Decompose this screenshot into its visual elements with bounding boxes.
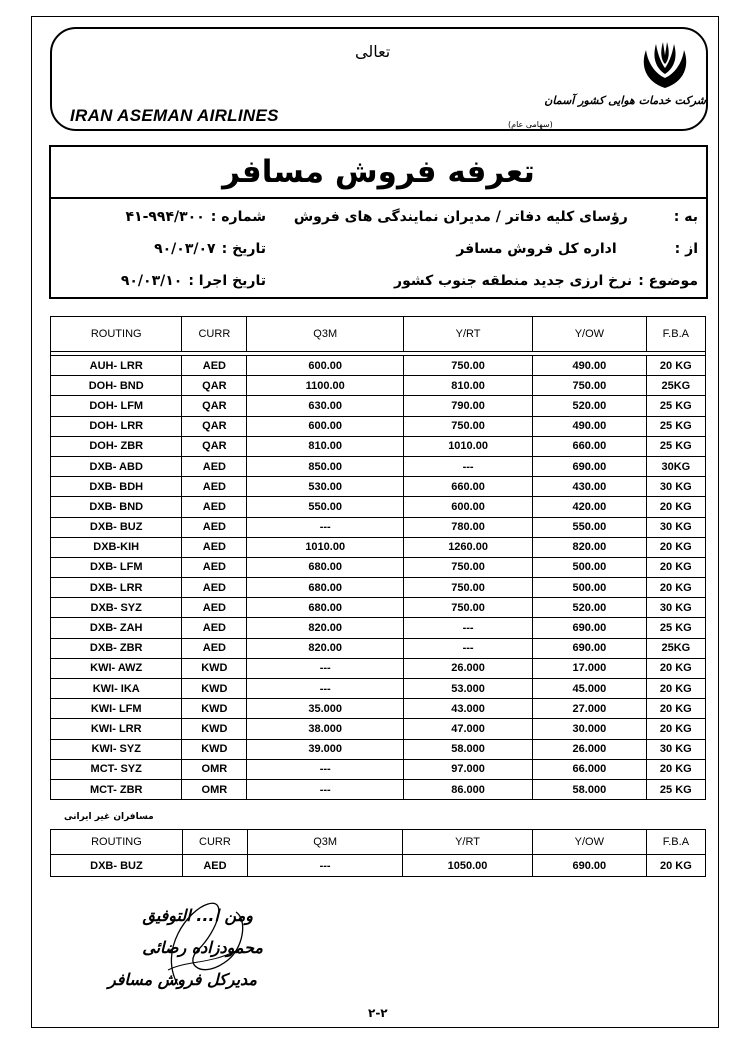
fba-cell: 20 KG: [646, 759, 705, 779]
yow-cell: 490.00: [533, 356, 647, 376]
yow-cell: 500.00: [533, 557, 647, 577]
yrt-cell: 780.00: [404, 517, 533, 537]
routing-cell: DXB- SYZ: [51, 598, 182, 618]
q3m-cell: 680.00: [247, 578, 404, 598]
fba-cell: 20 KG: [646, 658, 705, 678]
fare-row: [51, 356, 706, 376]
meta-from-label: از :: [674, 241, 698, 257]
meta-subject-value: نرخ ارزی جدید منطقه جنوب کشور: [394, 273, 633, 289]
yrt-cell: 750.00: [404, 416, 533, 436]
airline-logo-icon: [636, 38, 694, 94]
yow-cell: 520.00: [533, 598, 647, 618]
fba-cell: 20 KG: [646, 557, 705, 577]
fba-cell: 25 KG: [646, 396, 705, 416]
signature-closing: ومن ا... التوفیق: [142, 906, 253, 925]
yrt-cell: 750.00: [404, 578, 533, 598]
yrt-cell: 750.00: [404, 598, 533, 618]
yow-cell: 17.000: [533, 658, 647, 678]
curr-cell: AED: [182, 517, 247, 537]
yow-cell: 550.00: [533, 517, 647, 537]
col-routing: ROUTING: [51, 317, 182, 352]
yrt-cell: 790.00: [404, 396, 533, 416]
yow-cell: 26.000: [533, 739, 647, 759]
fare-row: [51, 477, 706, 497]
yow-cell: 690.00: [533, 638, 647, 658]
curr-cell: AED: [182, 598, 247, 618]
q3m-cell: 35.000: [247, 699, 404, 719]
curr-cell: AED: [182, 557, 247, 577]
fare-row: [51, 759, 706, 779]
fare-row: [51, 396, 706, 416]
airline-name-fa: شرکت خدمات هوایی کشور آسمان: [544, 94, 706, 107]
routing-cell: DOH- ZBR: [51, 436, 182, 456]
routing-cell: KWI- AWZ: [51, 658, 182, 678]
fare-row: [51, 517, 706, 537]
fba-cell: 20 KG: [646, 497, 705, 517]
meta-subject-label: موضوع :: [638, 273, 698, 289]
yrt-cell: ---: [404, 618, 533, 638]
page-number: ۲-۲: [368, 1006, 388, 1020]
title-box: [49, 145, 708, 199]
fare-row: [51, 416, 706, 436]
col-curr: CURR: [182, 830, 247, 855]
q3m-cell: ---: [247, 658, 404, 678]
yow-cell: 690.00: [532, 855, 646, 877]
foreign-table-header-row: [51, 830, 706, 855]
curr-cell: AED: [182, 456, 247, 476]
yow-cell: 690.00: [533, 618, 647, 638]
fare-row: [51, 537, 706, 557]
meta-to: [294, 209, 698, 225]
q3m-cell: 630.00: [247, 396, 404, 416]
yrt-cell: 43.000: [404, 699, 533, 719]
fba-cell: 30 KG: [646, 598, 705, 618]
curr-cell: OMR: [182, 779, 247, 799]
col-yow: Y/OW: [532, 830, 646, 855]
yrt-cell: 1010.00: [404, 436, 533, 456]
meta-exec-date: [121, 273, 266, 289]
curr-cell: QAR: [182, 416, 247, 436]
fare-row: [51, 578, 706, 598]
q3m-cell: 820.00: [247, 618, 404, 638]
curr-cell: KWD: [182, 699, 247, 719]
routing-cell: AUH- LRR: [51, 356, 182, 376]
q3m-cell: 38.000: [247, 719, 404, 739]
curr-cell: OMR: [182, 759, 247, 779]
routing-cell: KWI- SYZ: [51, 739, 182, 759]
fba-cell: 20 KG: [646, 699, 705, 719]
routing-cell: DOH- LFM: [51, 396, 182, 416]
airline-name-fa-sub: (سهامی عام): [508, 120, 553, 129]
q3m-cell: 850.00: [247, 456, 404, 476]
q3m-cell: ---: [247, 517, 404, 537]
meta-from: [456, 241, 698, 257]
q3m-cell: 680.00: [247, 557, 404, 577]
yow-cell: 690.00: [533, 456, 647, 476]
yow-cell: 500.00: [533, 578, 647, 598]
q3m-cell: ---: [247, 679, 404, 699]
meta-date: [154, 241, 266, 257]
fba-cell: 25KG: [646, 376, 705, 396]
yrt-cell: 660.00: [404, 477, 533, 497]
curr-cell: KWD: [182, 739, 247, 759]
fba-cell: 30 KG: [646, 517, 705, 537]
yrt-cell: 600.00: [404, 497, 533, 517]
q3m-cell: ---: [247, 855, 402, 877]
col-yrt: Y/RT: [404, 317, 533, 352]
meta-to-value: رؤسای کلیه دفاتر / مدیران نمایندگی های فروش: [293, 209, 628, 225]
meta-from-value: اداره کل فروش مسافر: [456, 241, 617, 257]
fare-table-header-row: [51, 317, 706, 352]
fba-cell: 25 KG: [646, 618, 705, 638]
routing-cell: KWI- LRR: [51, 719, 182, 739]
routing-cell: DOH- LRR: [51, 416, 182, 436]
fare-row: [51, 557, 706, 577]
col-q3m: Q3M: [247, 830, 402, 855]
routing-cell: DXB- ZAH: [51, 618, 182, 638]
fare-row: [51, 739, 706, 759]
foreign-fare-table: [50, 829, 706, 877]
yow-cell: 520.00: [533, 396, 647, 416]
routing-cell: KWI- LFM: [51, 699, 182, 719]
fba-cell: 20 KG: [646, 855, 705, 877]
yrt-cell: 97.000: [404, 759, 533, 779]
yow-cell: 27.000: [533, 699, 647, 719]
meta-exec-date-label: تاریخ اجرا :: [188, 273, 266, 289]
yrt-cell: 58.000: [404, 739, 533, 759]
curr-cell: QAR: [182, 436, 247, 456]
fare-row: [51, 598, 706, 618]
curr-cell: KWD: [182, 719, 247, 739]
curr-cell: QAR: [182, 376, 247, 396]
fare-table: [50, 316, 706, 800]
routing-cell: DXB-KIH: [51, 537, 182, 557]
q3m-cell: 810.00: [247, 436, 404, 456]
fare-row: [51, 638, 706, 658]
airline-name-en: IRAN ASEMAN AIRLINES: [70, 106, 279, 125]
curr-cell: AED: [182, 356, 247, 376]
meta-exec-date-value: ۹۰/۰۳/۱۰: [120, 273, 183, 289]
fba-cell: 30KG: [646, 456, 705, 476]
yow-cell: 66.000: [533, 759, 647, 779]
yrt-cell: 26.000: [404, 658, 533, 678]
routing-cell: DXB- BDH: [51, 477, 182, 497]
q3m-cell: 530.00: [247, 477, 404, 497]
q3m-cell: 1010.00: [247, 537, 404, 557]
routing-cell: DXB- BUZ: [51, 855, 183, 877]
fba-cell: 25 KG: [646, 779, 705, 799]
q3m-cell: ---: [247, 759, 404, 779]
foreign-passengers-note: مسافران غیر ایرانی: [64, 812, 154, 822]
curr-cell: KWD: [182, 658, 247, 678]
col-fba: F.B.A: [646, 830, 705, 855]
meta-to-label: به :: [673, 209, 698, 225]
fare-row: [51, 497, 706, 517]
fare-row: [51, 699, 706, 719]
fba-cell: 30 KG: [646, 477, 705, 497]
yow-cell: 45.000: [533, 679, 647, 699]
fba-cell: 25KG: [646, 638, 705, 658]
fba-cell: 30 KG: [646, 739, 705, 759]
fare-row: [51, 719, 706, 739]
fare-row: [51, 456, 706, 476]
yow-cell: 30.000: [533, 719, 647, 739]
q3m-cell: 820.00: [247, 638, 404, 658]
col-yrt: Y/RT: [403, 830, 533, 855]
curr-cell: AED: [182, 497, 247, 517]
curr-cell: AED: [182, 578, 247, 598]
routing-cell: DXB- ABD: [51, 456, 182, 476]
foreign-fare-row: [51, 855, 706, 877]
fba-cell: 20 KG: [646, 537, 705, 557]
curr-cell: KWD: [182, 679, 247, 699]
meta-number: [125, 209, 266, 225]
q3m-cell: 680.00: [247, 598, 404, 618]
basmala: تعالی: [355, 42, 391, 61]
routing-cell: KWI- IKA: [51, 679, 182, 699]
document-title: تعرفه فروش مسافر: [222, 154, 535, 190]
yrt-cell: ---: [404, 638, 533, 658]
routing-cell: DXB- ZBR: [51, 638, 182, 658]
q3m-cell: 1100.00: [247, 376, 404, 396]
yow-cell: 58.000: [533, 779, 647, 799]
curr-cell: AED: [182, 537, 247, 557]
fba-cell: 20 KG: [646, 679, 705, 699]
yrt-cell: 750.00: [404, 557, 533, 577]
yrt-cell: 1050.00: [403, 855, 533, 877]
fba-cell: 20 KG: [646, 719, 705, 739]
curr-cell: QAR: [182, 396, 247, 416]
yow-cell: 490.00: [533, 416, 647, 436]
q3m-cell: 550.00: [247, 497, 404, 517]
curr-cell: AED: [182, 477, 247, 497]
routing-cell: DXB- BUZ: [51, 517, 182, 537]
yrt-cell: 53.000: [404, 679, 533, 699]
yow-cell: 750.00: [533, 376, 647, 396]
signature-title: مدیرکل فروش مسافر: [107, 970, 257, 989]
q3m-cell: 600.00: [247, 356, 404, 376]
col-q3m: Q3M: [247, 317, 404, 352]
signature-name: محمودزاده رضائی: [142, 938, 263, 957]
routing-cell: DXB- LFM: [51, 557, 182, 577]
yrt-cell: 86.000: [404, 779, 533, 799]
yrt-cell: 47.000: [404, 719, 533, 739]
curr-cell: AED: [182, 638, 247, 658]
yow-cell: 820.00: [533, 537, 647, 557]
fare-row: [51, 658, 706, 678]
fare-row: [51, 679, 706, 699]
fare-row: [51, 376, 706, 396]
q3m-cell: ---: [247, 779, 404, 799]
yrt-cell: 810.00: [404, 376, 533, 396]
q3m-cell: 600.00: [247, 416, 404, 436]
routing-cell: MCT- ZBR: [51, 779, 182, 799]
routing-cell: DXB- BND: [51, 497, 182, 517]
yow-cell: 430.00: [533, 477, 647, 497]
routing-cell: MCT- SYZ: [51, 759, 182, 779]
yow-cell: 420.00: [533, 497, 647, 517]
handwritten-signature: [148, 890, 268, 1000]
yrt-cell: 1260.00: [404, 537, 533, 557]
meta-subject: [394, 273, 698, 289]
fare-row: [51, 618, 706, 638]
routing-cell: DXB- LRR: [51, 578, 182, 598]
yow-cell: 660.00: [533, 436, 647, 456]
meta-number-value: ۹۹۴/۳۰۰-۴۱: [125, 209, 205, 225]
curr-cell: AED: [182, 855, 247, 877]
col-yow: Y/OW: [533, 317, 647, 352]
q3m-cell: 39.000: [247, 739, 404, 759]
meta-date-value: ۹۰/۰۳/۰۷: [154, 241, 216, 257]
routing-cell: DOH- BND: [51, 376, 182, 396]
fba-cell: 20 KG: [646, 356, 705, 376]
meta-date-label: تاریخ :: [221, 241, 266, 257]
meta-number-label: شماره :: [210, 209, 266, 225]
yrt-cell: 750.00: [404, 356, 533, 376]
col-fba: F.B.A: [646, 317, 705, 352]
col-curr: CURR: [182, 317, 247, 352]
fba-cell: 25 KG: [646, 416, 705, 436]
fare-row: [51, 779, 706, 799]
fba-cell: 25 KG: [646, 436, 705, 456]
yrt-cell: ---: [404, 456, 533, 476]
col-routing: ROUTING: [51, 830, 183, 855]
fare-row: [51, 436, 706, 456]
curr-cell: AED: [182, 618, 247, 638]
fba-cell: 20 KG: [646, 578, 705, 598]
